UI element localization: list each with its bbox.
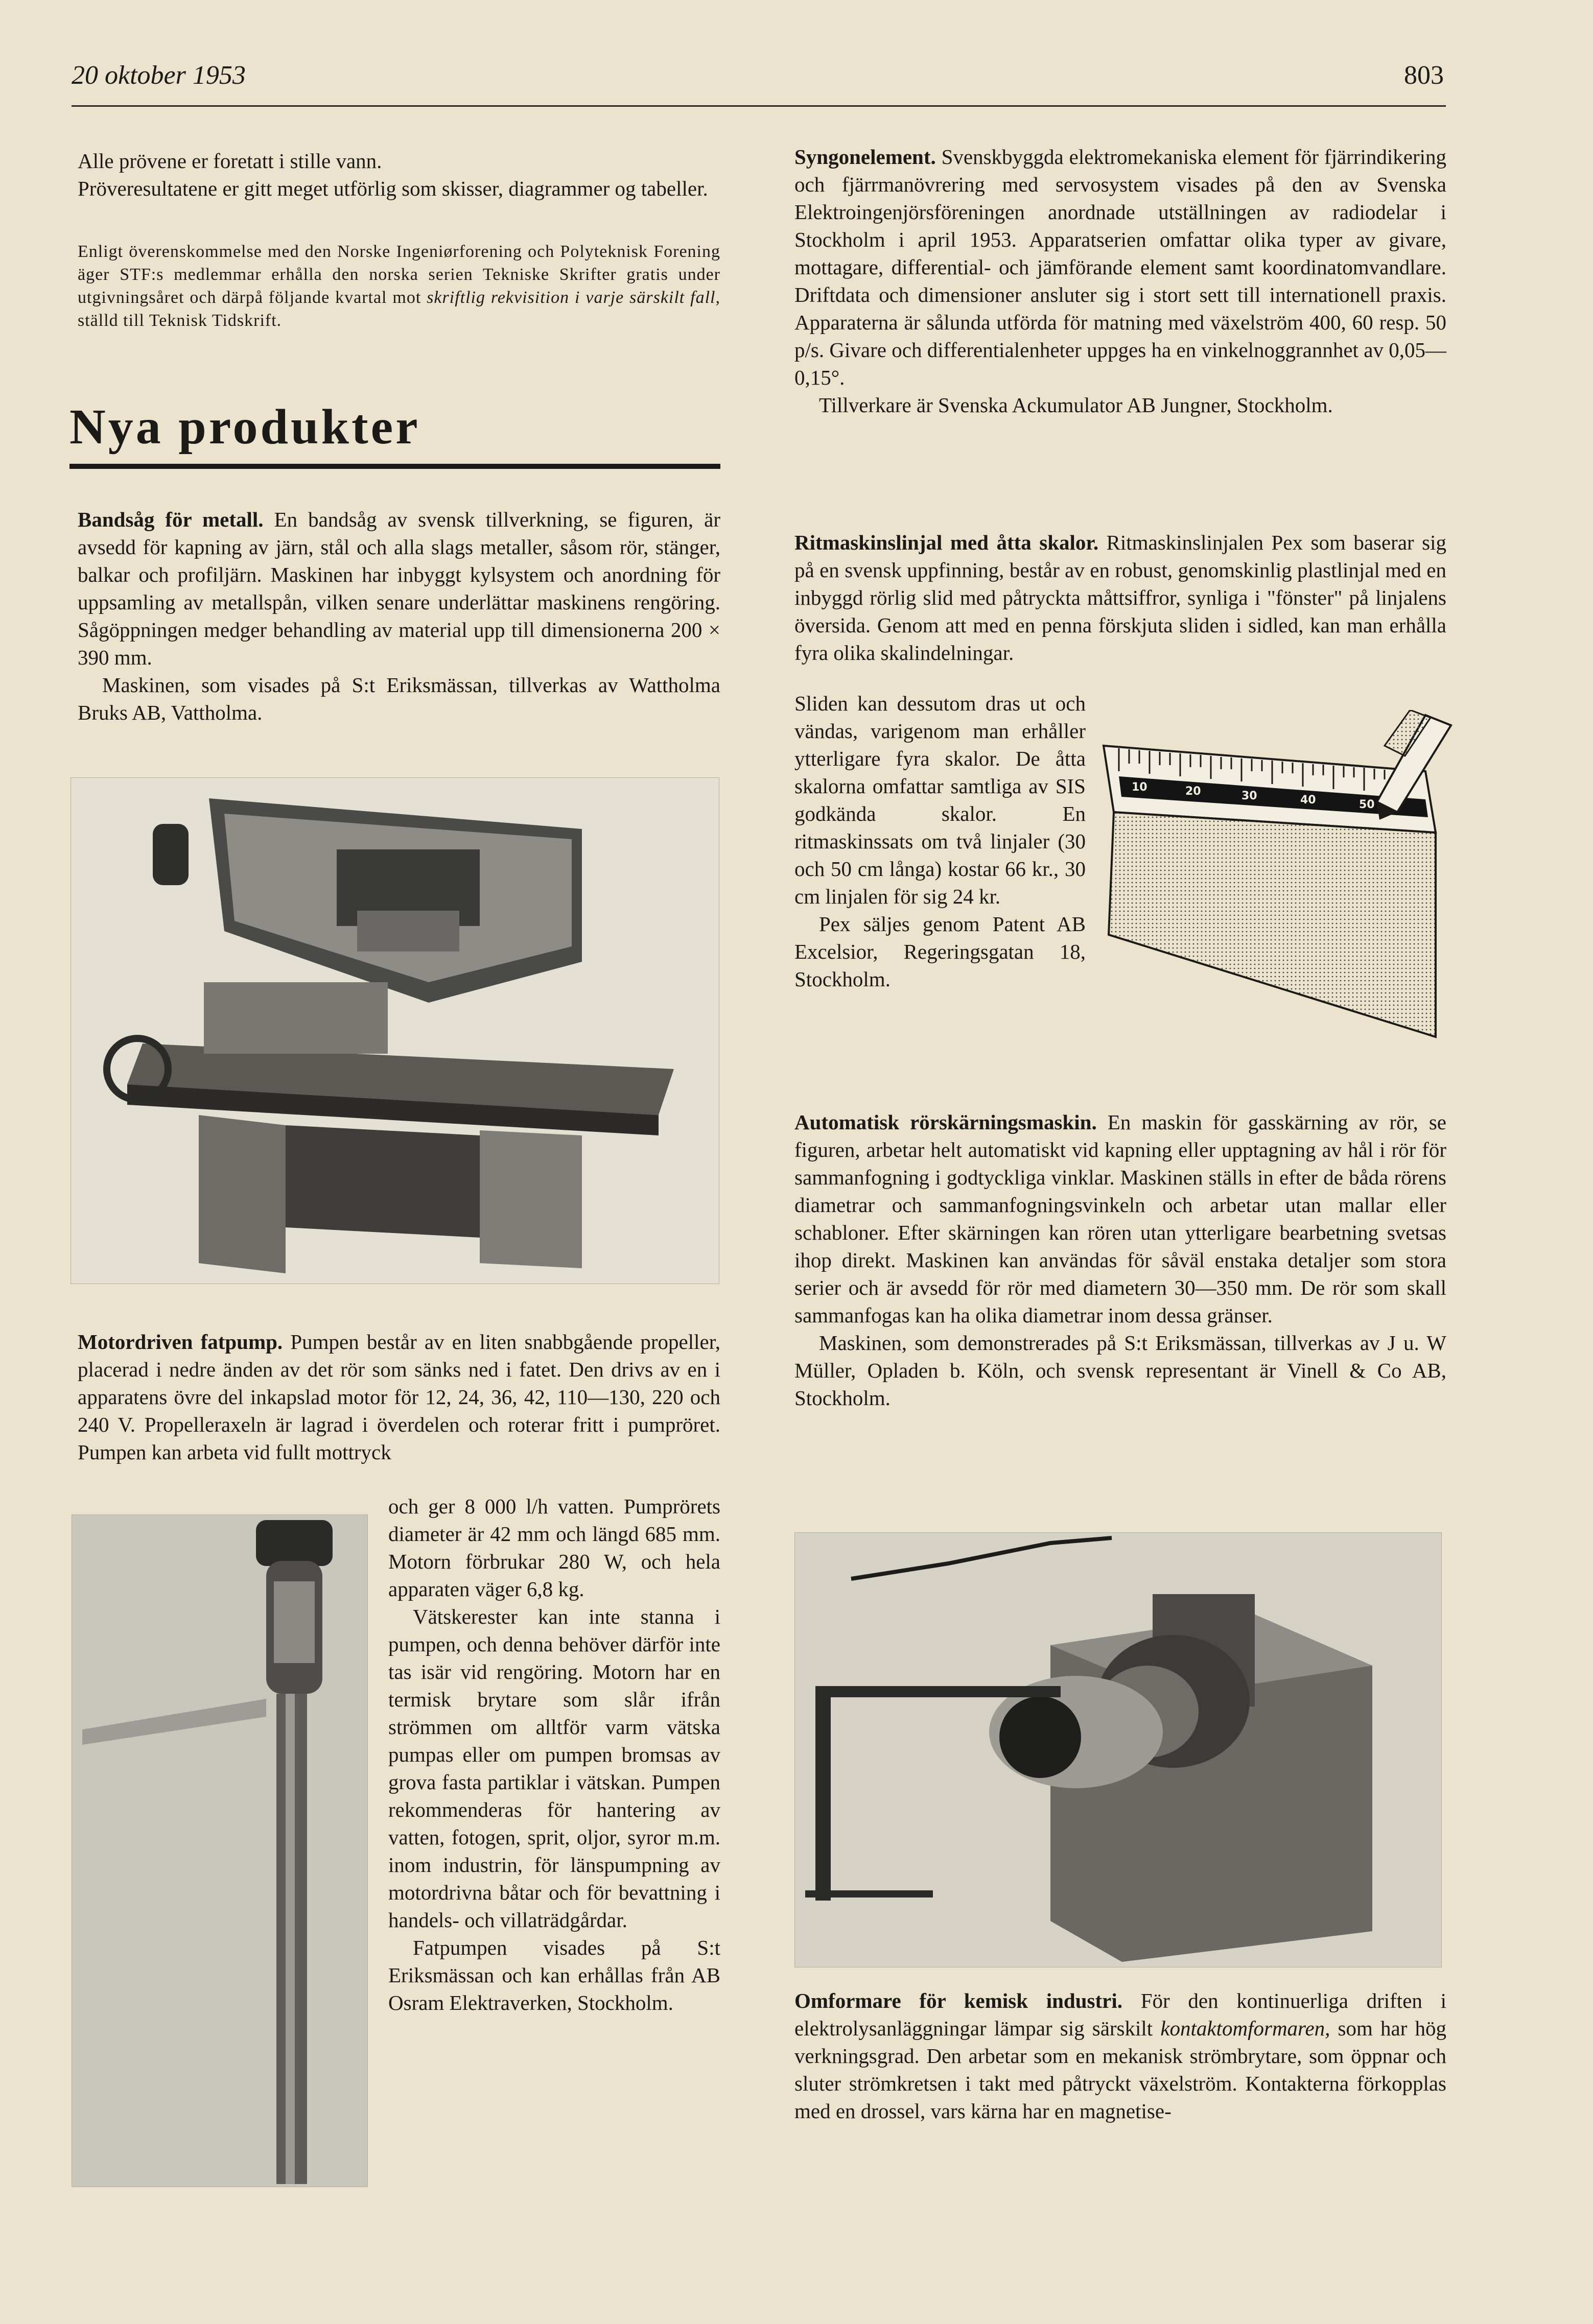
pipe-cutting-machine-photo <box>794 1532 1442 1967</box>
ruler-number-4: 40 <box>1300 794 1316 807</box>
intro-p1: Alle prövene er foretatt i stille vann. <box>78 149 382 173</box>
section-heading: Nya produkter <box>69 399 420 455</box>
issue-date: 20 oktober 1953 <box>72 61 246 90</box>
ritmaskin-side-text <box>794 690 1086 993</box>
ritmaskin-body-side: Sliden kan dessutom dras ut och vändas, varigenom man erhåller ytterligare fyra skalor. De åtta skalorna omfattar samtliga av SIS godkända skalor. En ritmaskinssats om två linjaler (30 och 50 cm långa) kostar 66 kr., 30 cm linjalen för sig 24 kr. <box>794 692 1086 908</box>
rorskarning-body: En maskin för gasskärning av rör, se figuren, arbetar helt automatiskt vid kapning eller upptagning av hål i rör för sammanfogning i godtyckliga vinklar. Maskinen ställs in efter de båda rörens diametrar och sammanfogningsvinkeln och arbetar utan mallar eller schabloner. Efter skärningen kan rören utan ytterligare bearbetning svetsas ihop direkt. Maskinen kan användas för såväl enstaka detaljer som stora serier och är avsedd för rör med diametern 30—350 mm. De rör som skall sammanfogas kan ha olika diametrar inom dessa gränser. <box>794 1110 1446 1327</box>
rorskarning-title: Automatisk rörskärningsmaskin. <box>794 1110 1097 1134</box>
omformare-body-after: som har hög verkningsgrad. Den arbetar som en mekanisk strömbrytare, som öppnar och sluter strömkretsen i takt med påtryckt växelström. Kontakterna förkopplas med en drossel, vars kärna har en magnetise- <box>794 2017 1446 2123</box>
fatpump-side-text <box>388 1492 720 2017</box>
omformare-body: För den kontinuerliga driften i elektrolysanläggningar lämpar sig särskilt <box>794 1989 1446 2040</box>
ruler-number-3: 30 <box>1241 790 1257 802</box>
agreement-text-after: ställd till Teknisk Tidskrift. <box>78 311 282 330</box>
bandsag-body2: Maskinen, som visades på S:t Eriksmässan, tillverkas av Wattholma Bruks AB, Vattholma. <box>78 673 720 724</box>
intro-p2: Pröveresultatene er gitt meget utförlig som skisser, diagrammer og tabeller. <box>78 177 708 200</box>
agreement-text-before: Enligt överenskommelse med den Norske Ingeniørforening och Polyteknisk Forening äger STF:s medlemmar erhålla den norska serien Tekniske Skrifter gratis under utgivningsåret och därpå följande kvartal mot <box>78 242 720 307</box>
intro-text <box>78 147 720 202</box>
ruler-number-5: 50 <box>1359 798 1375 811</box>
article-bandsag <box>78 506 720 726</box>
omformare-emphasis: kontaktomformaren, <box>1160 2017 1330 2040</box>
page-number: 803 <box>1404 61 1444 90</box>
ruler-number-2: 20 <box>1185 785 1201 798</box>
bandsag-title: Bandsåg för metall. <box>78 508 264 531</box>
agreement-note <box>78 240 720 332</box>
article-fatpump <box>78 1328 720 1466</box>
bandsag-body: En bandsåg av svensk tillverkning, se figuren, är avsedd för kapning av järn, stål och alla slags metaller, såsom rör, stänger, balkar och profiljärn. Maskinen har inbyggt kylsystem och anordning för uppsamling av metallspån, vilken senare underlättar maskinens rengöring. Sågöppningen medger behandling av material upp till dimensionerna 200 × 390 mm. <box>78 508 720 669</box>
fatpump-body-side3: Fatpumpen visades på S:t Eriksmässan och kan erhållas från AB Osram Elektraverken, Stockholm. <box>388 1936 720 2014</box>
article-syngon <box>794 143 1446 419</box>
article-rorskarning <box>794 1108 1446 1412</box>
fatpump-body-side: och ger 8 000 l/h vatten. Pumprörets diameter är 42 mm och längd 685 mm. Motorn förbrukar 280 W, och hela apparaten väger 6,8 kg. <box>388 1495 720 1601</box>
ritmaskin-body: Ritmaskinslinjalen Pex som baserar sig på en svensk uppfinning, består av en robust, genomskinlig plastlinjal med en inbyggd rörlig slid med påtryckta måttsiffror, synliga i "fönster" på linjalens översida. Genom att med en penna förskjuta sliden i sidled, kan man erhålla fyra olika skalindelningar. <box>794 531 1446 665</box>
ritmaskin-title: Ritmaskinslinjal med åtta skalor. <box>794 531 1099 554</box>
syngon-body2: Tillverkare är Svenska Ackumulator AB Jungner, Stockholm. <box>819 393 1333 417</box>
syngon-body: Svenskbyggda elektromekaniska element för fjärrindikering och fjärrmanövrering med servosystem visades på den av Svenska Elektroingenjörsföreningen anordnade utställningen av radiodelar i Stockholm i april 1953. Apparatserien omfattar olika typer av givare, mottagare, differential- och jämförande element samt koordinatomvandlare. Driftdata och dimensioner ansluter sig i stort sett till internationell praxis. Apparaterna är sålunda utförda för matning med växelström 400, 60 resp. 50 p/s. Givare och differentialenheter uppges ha en vinkelnoggrannhet av 0,05—0,15°. <box>794 145 1446 389</box>
fatpump-body-side2: Vätskerester kan inte stanna i pumpen, och denna behöver därför inte tas isär vid rengöring. Motorn har en termisk brytare som slår ifrån strömmen om alltför varm vätska pumpas eller om pumpen bromsas av grova fasta partiklar i vätskan. Pumpen rekommenderas för hantering av vatten, fotogen, sprit, oljor, syror m.m. inom industrin, för länspumpning av motordrivna båtar och för bevattning i handels- och villaträdgårdar. <box>388 1605 720 1932</box>
fatpump-title: Motordriven fatpump. <box>78 1330 283 1354</box>
ritmaskin-body-side2: Pex säljes genom Patent AB Excelsior, Regeringsgatan 18, Stockholm. <box>794 912 1086 991</box>
fatpump-body-top: Pumpen består av en liten snabbgående propeller, placerad i nedre änden av det rör som sänks ned i fatet. Den drivs av en i apparatens övre del inkapslad motor för 12, 24, 36, 42, 110—130, 220 och 240 V. Propelleraxeln är lagrad i överdelen och roterar fritt i pumpröret. Pumpen kan arbeta vid fullt mottryck <box>78 1330 720 1464</box>
omformare-title: Omformare för kemisk industri. <box>794 1989 1122 2012</box>
agreement-emphasis: skriftlig rekvisition i varje särskilt fall, <box>427 288 720 307</box>
ruler-number-1: 10 <box>1132 781 1147 794</box>
pump-photo <box>72 1514 368 2187</box>
section-heading-rule <box>69 464 720 469</box>
header-rule <box>72 105 1446 107</box>
ruler-illustration <box>1098 710 1456 1057</box>
article-ritmaskin <box>794 529 1446 667</box>
article-omformare <box>794 1987 1446 2125</box>
syngon-title: Syngonelement. <box>794 145 936 169</box>
rorskarning-body2: Maskinen, som demonstrerades på S:t Eriksmässan, tillverkas av J u. W Müller, Opladen b. Köln, och svensk representant är Vinell & Co AB, Stockholm. <box>794 1331 1446 1410</box>
bandsaw-photo <box>71 777 719 1284</box>
